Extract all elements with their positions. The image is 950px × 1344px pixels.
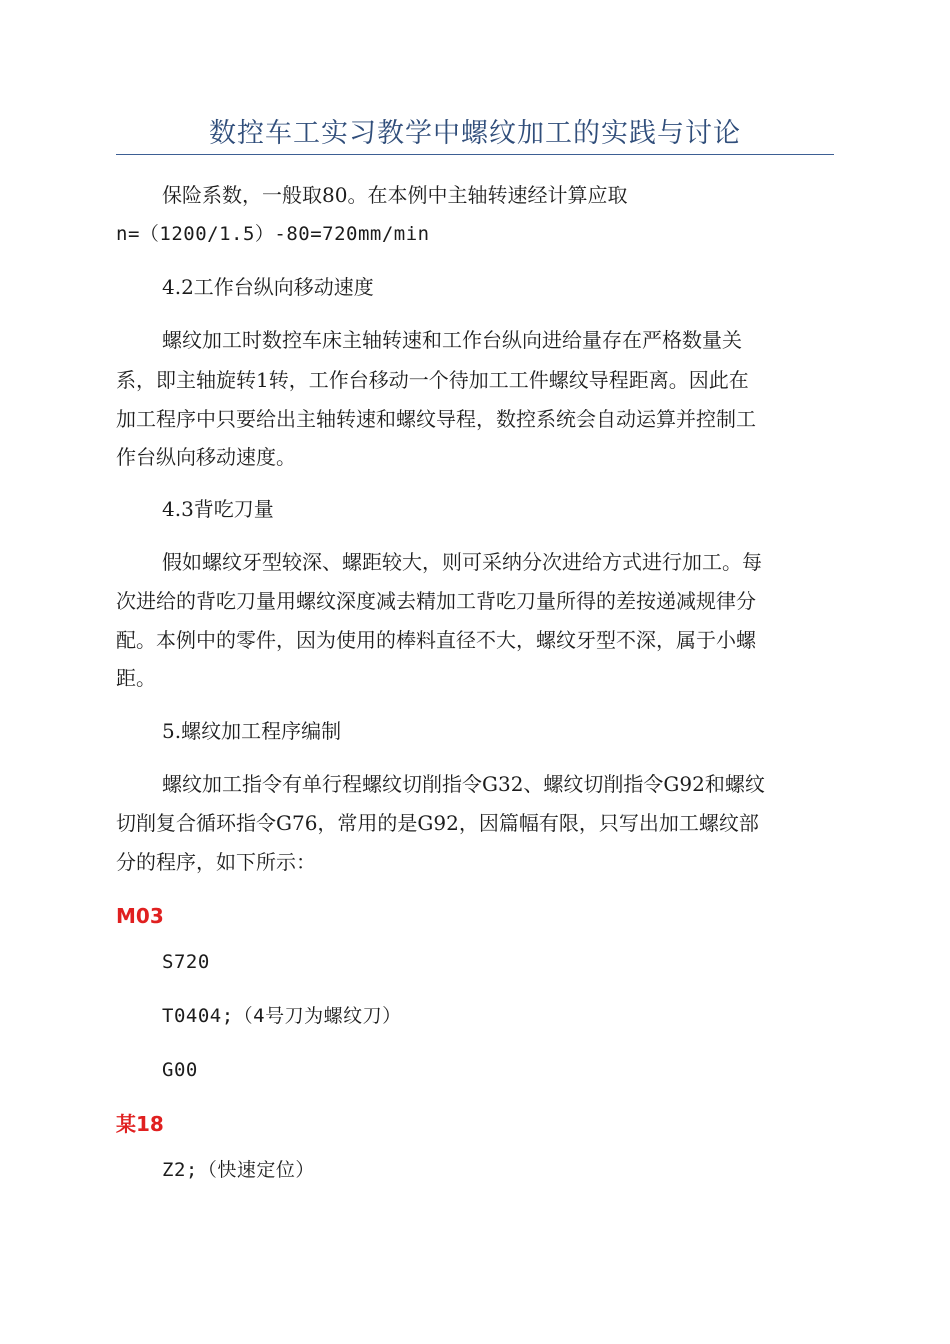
program-line-t0404: T0404;（4号刀为螺纹刀） — [162, 1005, 402, 1027]
program-line-g00: G00 — [162, 1059, 198, 1081]
section-heading-5: 5.螺纹加工程序编制 — [162, 719, 342, 743]
paragraph-3-line-3: 配。本例中的零件，因为使用的棒料直径不大，螺纹牙型不深，属于小螺 — [116, 628, 756, 652]
paragraph-2-line-1: 螺纹加工时数控车床主轴转速和工作台纵向进给量存在严格数量关 — [162, 328, 742, 352]
paragraph-4-line-2: 切削复合循环指令G76，常用的是G92，因篇幅有限，只写出加工螺纹部 — [116, 811, 759, 835]
paragraph-4-line-1: 螺纹加工指令有单行程螺纹切削指令G32、螺纹切削指令G92和螺纹 — [162, 772, 765, 796]
paragraph-4-line-3: 分的程序，如下所示： — [116, 850, 316, 874]
paragraph-2-line-3: 加工程序中只要给出主轴转速和螺纹导程，数控系统会自动运算并控制工 — [116, 407, 756, 431]
program-line-s720: S720 — [162, 951, 210, 973]
paragraph-3-line-2: 次进给的背吃刀量用螺纹深度减去精加工背吃刀量所得的差按递减规律分 — [116, 589, 756, 613]
paragraph-2-line-4: 作台纵向移动速度。 — [116, 445, 296, 469]
title-divider — [116, 154, 834, 155]
paragraph-1-line-2: n=（1200/1.5）-80=720mm/min — [116, 223, 430, 245]
paragraph-3-line-4: 距。 — [116, 666, 156, 690]
paragraph-3-line-1: 假如螺纹牙型较深、螺距较大，则可采纳分次进给方式进行加工。每 — [162, 550, 762, 574]
program-label-x18: 某18 — [116, 1112, 164, 1136]
section-heading-4-3: 4.3背吃刀量 — [162, 497, 274, 521]
program-line-z2: Z2;（快速定位） — [162, 1159, 315, 1181]
program-label-m03: M03 — [116, 904, 164, 928]
paragraph-1-line-1: 保险系数，一般取80。在本例中主轴转速经计算应取 — [162, 183, 628, 207]
section-heading-4-2: 4.2工作台纵向移动速度 — [162, 275, 374, 299]
paragraph-2-line-2: 系，即主轴旋转1转，工作台移动一个待加工工件螺纹导程距离。因此在 — [116, 368, 749, 392]
page-title: 数控车工实习教学中螺纹加工的实践与讨论 — [209, 118, 741, 149]
